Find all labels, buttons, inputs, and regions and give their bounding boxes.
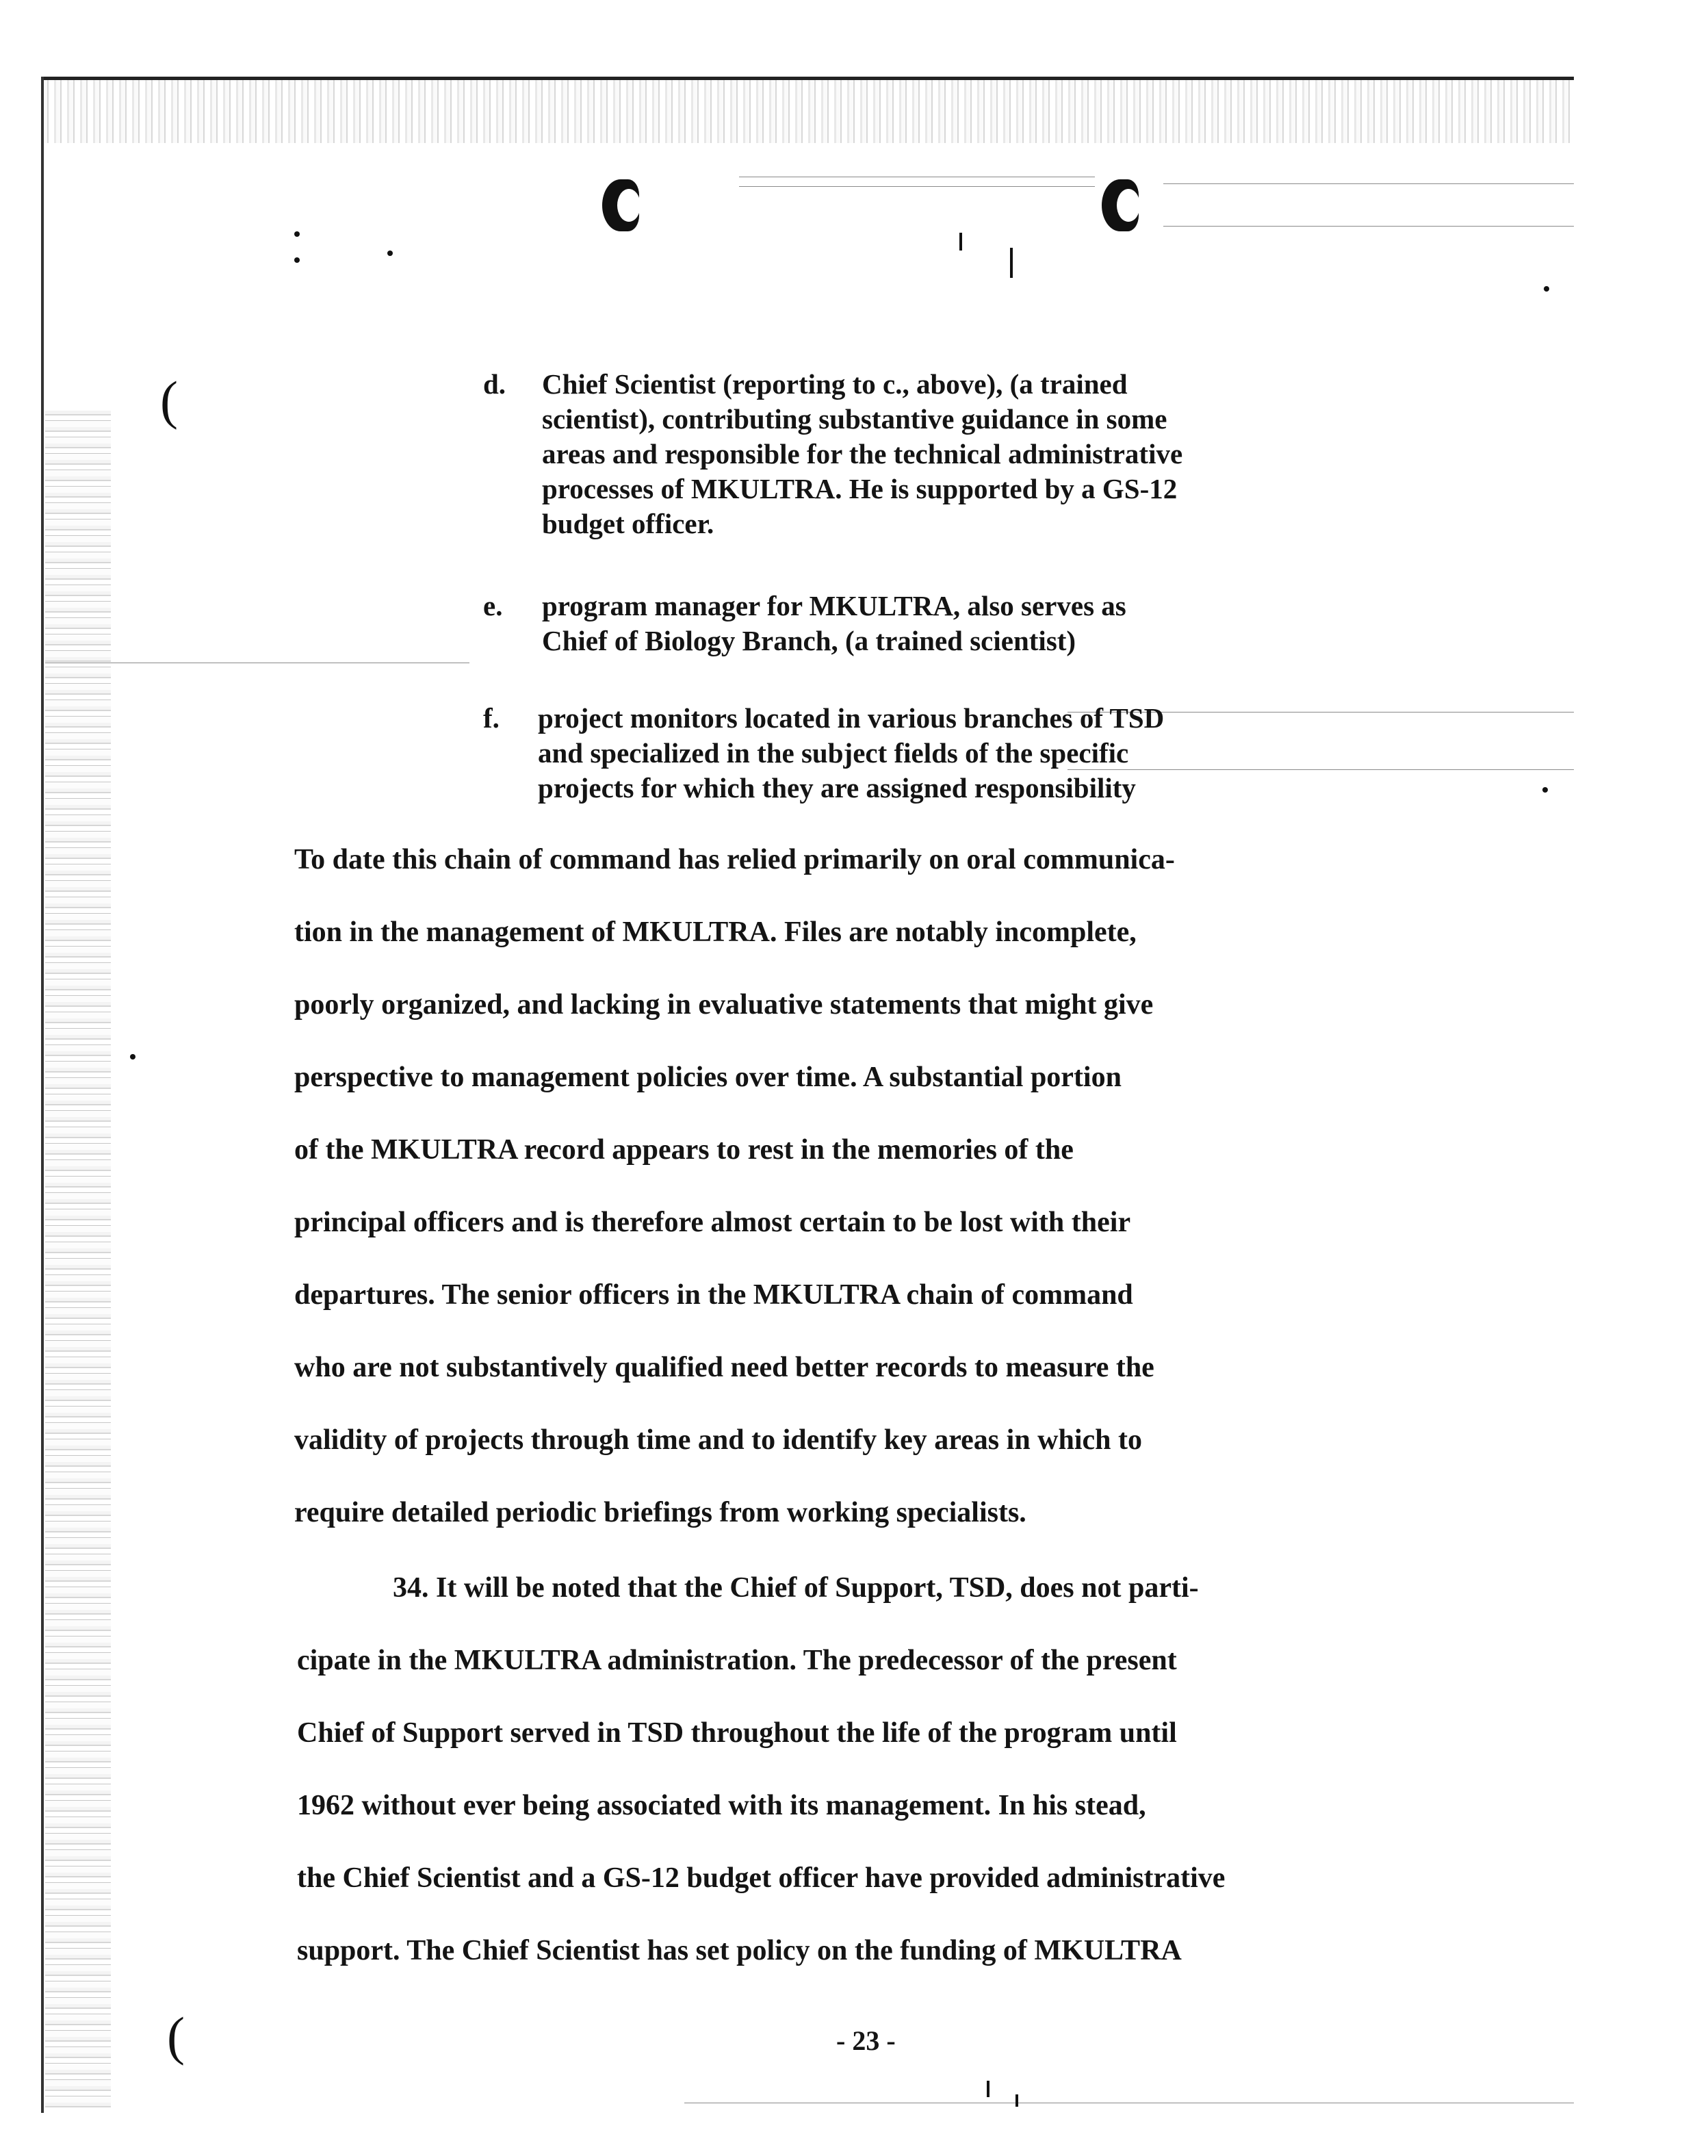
text-line: validity of projects through time and to identify key areas in which to bbox=[294, 1424, 1143, 1456]
text-line: require detailed periodic briefings from working specialists. bbox=[294, 1497, 1026, 1528]
left-bracket-mark: ( bbox=[160, 370, 178, 430]
text-line: who are not substantively qualified need better records to measure the bbox=[294, 1352, 1154, 1383]
list-item-text bbox=[538, 701, 1455, 806]
scan-noise-margin bbox=[45, 411, 111, 2108]
text-line: program manager for MKULTRA, also serves as bbox=[542, 590, 1126, 621]
scan-dot bbox=[130, 1054, 135, 1060]
page-number: - 23 - bbox=[836, 2025, 896, 2056]
text-line: the Chief Scientist and a GS-12 budget officer have provided administrative bbox=[297, 1862, 1226, 1894]
list-item-text bbox=[542, 367, 1459, 541]
scan-tick bbox=[1010, 248, 1013, 278]
text-line: poorly organized, and lacking in evaluative statements that might give bbox=[294, 989, 1154, 1021]
text-line: support. The Chief Scientist has set policy on the funding of MKULTRA bbox=[297, 1935, 1182, 1966]
scan-rule bbox=[1163, 183, 1574, 184]
scan-rule bbox=[1163, 226, 1574, 227]
text-line: projects for which they are assigned responsibility bbox=[538, 772, 1136, 804]
text-line: principal officers and is therefore almost certain to be lost with their bbox=[294, 1207, 1131, 1238]
text-line: perspective to management policies over time. A substantial portion bbox=[294, 1062, 1122, 1093]
scan-dot bbox=[294, 257, 300, 263]
list-item-text bbox=[542, 589, 1459, 658]
text-line: 1962 without ever being associated with its management. In his stead, bbox=[297, 1790, 1146, 1821]
text-line: Chief of Support served in TSD throughout the life of the program until bbox=[297, 1717, 1177, 1749]
text-line: tion in the management of MKULTRA. Files are notably incomplete, bbox=[294, 916, 1137, 948]
text-line: scientist), contributing substantive guidance in some bbox=[542, 403, 1167, 435]
text-line: budget officer. bbox=[542, 508, 714, 539]
scan-tick bbox=[1015, 2094, 1018, 2107]
scan-page-edge bbox=[41, 77, 44, 2113]
text-line: processes of MKULTRA. He is supported by a GS-12 bbox=[542, 473, 1178, 504]
scan-dot bbox=[1542, 787, 1548, 793]
text-line: areas and responsible for the technical administrative bbox=[542, 438, 1183, 470]
text-line: Chief of Biology Branch, (a trained scientist) bbox=[542, 625, 1076, 656]
scan-tick bbox=[959, 233, 962, 251]
punch-hole-mark bbox=[602, 179, 639, 231]
scan-tick bbox=[987, 2081, 989, 2097]
text-line: and specialized in the subject fields of the specific bbox=[538, 737, 1129, 769]
punch-hole-mark bbox=[1102, 179, 1139, 231]
scan-dot bbox=[1544, 286, 1549, 292]
list-item-letter: d. bbox=[483, 368, 506, 400]
scan-rule bbox=[739, 186, 1095, 187]
text-line: 34. It will be noted that the Chief of Support, TSD, does not parti- bbox=[393, 1572, 1199, 1604]
list-item-letter: e. bbox=[483, 590, 503, 621]
text-line: Chief Scientist (reporting to c., above), (a trained bbox=[542, 368, 1128, 400]
left-bracket-mark: ( bbox=[167, 2006, 185, 2066]
list-item-letter: f. bbox=[483, 702, 500, 734]
scan-dot bbox=[294, 231, 300, 237]
text-line: cipate in the MKULTRA administration. The predecessor of the present bbox=[297, 1645, 1177, 1676]
text-line: of the MKULTRA record appears to rest in the memories of the bbox=[294, 1134, 1074, 1166]
text-line: project monitors located in various branches of TSD bbox=[538, 702, 1165, 734]
scan-noise-band bbox=[41, 77, 1574, 143]
scan-dot bbox=[387, 251, 393, 256]
text-line: departures. The senior officers in the MKULTRA chain of command bbox=[294, 1279, 1133, 1311]
text-line: To date this chain of command has relied primarily on oral communica- bbox=[294, 844, 1175, 875]
